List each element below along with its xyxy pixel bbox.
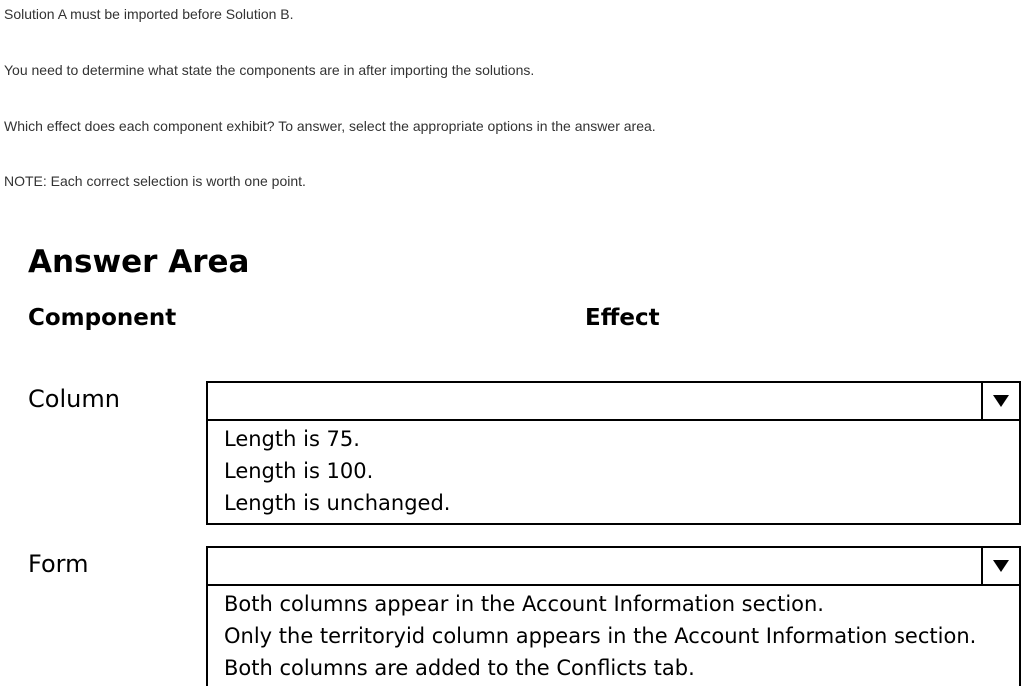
triangle-down-icon bbox=[993, 395, 1009, 407]
column-option[interactable]: Length is unchanged. bbox=[224, 491, 451, 515]
component-label-column: Column bbox=[28, 385, 120, 413]
component-label-form: Form bbox=[28, 550, 89, 578]
intro-text-3: Which effect does each component exhibit? To answer, select the appropriate options in the answer area. bbox=[4, 118, 656, 134]
answer-area-title: Answer Area bbox=[28, 244, 250, 280]
form-option[interactable]: Both columns are added to the Conflicts tab. bbox=[224, 656, 695, 680]
form-effect-dropdown bbox=[206, 546, 1021, 686]
form-option[interactable]: Both columns appear in the Account Information section. bbox=[224, 592, 824, 616]
column-effect-dropdown bbox=[206, 381, 1021, 525]
column-effect-select[interactable] bbox=[206, 381, 1021, 421]
form-effect-select[interactable] bbox=[206, 546, 1021, 586]
component-header: Component bbox=[28, 305, 177, 331]
intro-text-2: You need to determine what state the components are in after importing the solutions. bbox=[4, 62, 535, 78]
form-dropdown-toggle[interactable] bbox=[981, 548, 1019, 584]
column-dropdown-toggle[interactable] bbox=[981, 383, 1019, 419]
effect-header: Effect bbox=[585, 305, 660, 331]
column-option[interactable]: Length is 100. bbox=[224, 459, 374, 483]
column-options-list bbox=[206, 421, 1021, 525]
intro-text-1: Solution A must be imported before Solution B. bbox=[4, 6, 294, 22]
intro-text-4: NOTE: Each correct selection is worth one point. bbox=[4, 173, 306, 189]
column-option[interactable]: Length is 75. bbox=[224, 427, 360, 451]
form-option[interactable]: Only the territoryid column appears in the Account Information section. bbox=[224, 624, 977, 648]
form-options-list bbox=[206, 586, 1021, 686]
triangle-down-icon bbox=[993, 560, 1009, 572]
